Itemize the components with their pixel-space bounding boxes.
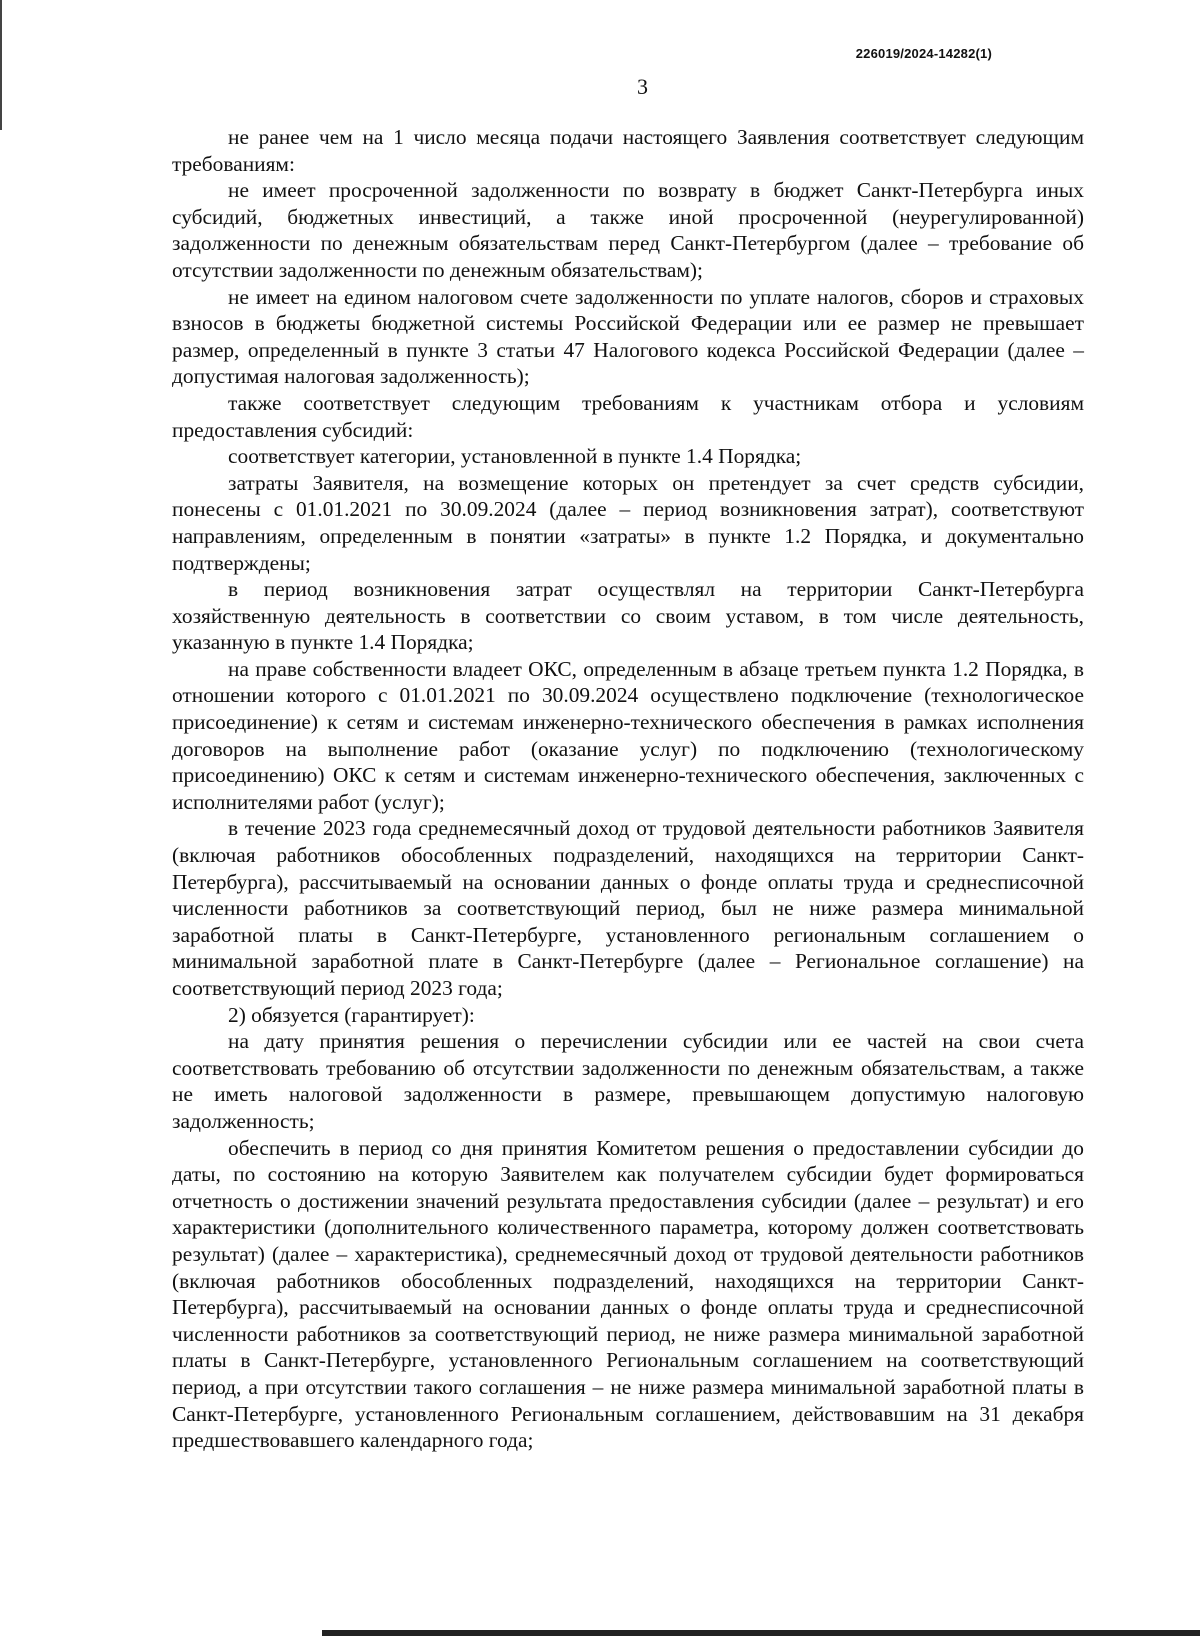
- paragraph: не имеет на едином налоговом счете задолженности по уплате налогов, сборов и страховых взносов в бюджеты бюджетной системы Российской Федерации или ее размер не превышает размер, определенный в пункте 3 статьи 47 Налогового кодекса Российской Федерации (далее – допустимая налоговая задолженность);: [172, 284, 1084, 389]
- paragraph: обеспечить в период со дня принятия Комитетом решения о предоставлении субсидии до даты, по состоянию на которую Заявителем как получателем субсидии будет формироваться отчетность о достижении значений результата предоставления субсидии (далее – результат) и его характеристики (дополнительного количественного параметра, которому должен соответствовать результат) (далее – характеристика), среднемесячный доход от трудовой деятельности работников (включая работников обособленных подразделений, находящихся на территории Санкт-Петербурга), рассчитываемый на основании данных о фонде оплаты труда и среднесписочной численности работников за соответствующий период, не ниже размера минимальной заработной платы в Санкт-Петербурге, установленного Региональным соглашением на соответствующий период, а при отсутствии такого соглашения – не ниже размера минимальной заработной платы в Санкт-Петербурге, установленного Региональным соглашением, действовавшим на 31 декабря предшествовавшего календарного года;: [172, 1135, 1084, 1453]
- page-number: 3: [637, 74, 648, 99]
- paragraph: также соответствует следующим требованиям к участникам отбора и условиям предоставления субсидий:: [172, 390, 1084, 442]
- document-body: [172, 124, 1084, 1454]
- paragraph: затраты Заявителя, на возмещение которых он претендует за счет средств субсидии, понесены с 01.01.2021 по 30.09.2024 (далее – период возникновения затрат), соответствуют направлениям, определенным в понятии «затраты» в пункте 1.2 Порядка, и документально подтверждены;: [172, 470, 1084, 575]
- paragraph: соответствует категории, установленной в пункте 1.4 Порядка;: [228, 444, 802, 469]
- paragraph-numbered-item: 2) обязуется (гарантирует):: [228, 1002, 475, 1027]
- paragraph: в период возникновения затрат осуществлял на территории Санкт-Петербурга хозяйственную деятельность в соответствии со своим уставом, в том числе деятельность, указанную в пункте 1.4 Порядка;: [172, 577, 1084, 655]
- paragraph: на дату принятия решения о перечислении субсидии или ее частей на свои счета соответствовать требованию об отсутствии задолженности по денежным обязательствам, а также не иметь налоговой задолженности в размере, превышающем допустимую налоговую задолженность;: [172, 1029, 1084, 1133]
- scan-left-edge: [0, 0, 2, 130]
- paragraph: в течение 2023 года среднемесячный доход от трудовой деятельности работников Заявителя (включая работников обособленных подразделений, находящихся на территории Санкт-Петербурга), рассчитываемый на основании данных о фонде оплаты труда и среднесписочной численности работников за соответствующий период, был не ниже размера минимальной заработной платы в Санкт-Петербурге, установленного региональным соглашением о минимальной заработной плате в Санкт-Петербурге (далее – Региональное соглашение) на соответствующий период 2023 года;: [172, 816, 1084, 1000]
- document-registration-number: 226019/2024-14282(1): [855, 46, 992, 61]
- scan-bottom-edge: [322, 1630, 1200, 1636]
- paragraph: не имеет просроченной задолженности по возврату в бюджет Санкт-Петербурга иных субсидий, бюджетных инвестиций, а также иной просроченной (неурегулированной) задолженности по денежным обязательствам перед Санкт-Петербургом (далее – требование об отсутствии задолженности по денежным обязательствам);: [172, 178, 1084, 282]
- paragraph: на праве собственности владеет ОКС, определенным в абзаце третьем пункта 1.2 Порядка, в отношении которого с 01.01.2021 по 30.09.2024 осуществлено подключение (технологическое присоединение) к сетям и системам инженерно-технического обеспечения в рамках исполнения договоров на выполнение работ (оказание услуг) по подключению (технологическому присоединению) ОКС к сетям и системам инженерно-технического обеспечения, заключенных с исполнителями работ (услуг);: [172, 656, 1084, 814]
- paragraph: не ранее чем на 1 число месяца подачи настоящего Заявления соответствует следующим требованиям:: [172, 125, 1084, 176]
